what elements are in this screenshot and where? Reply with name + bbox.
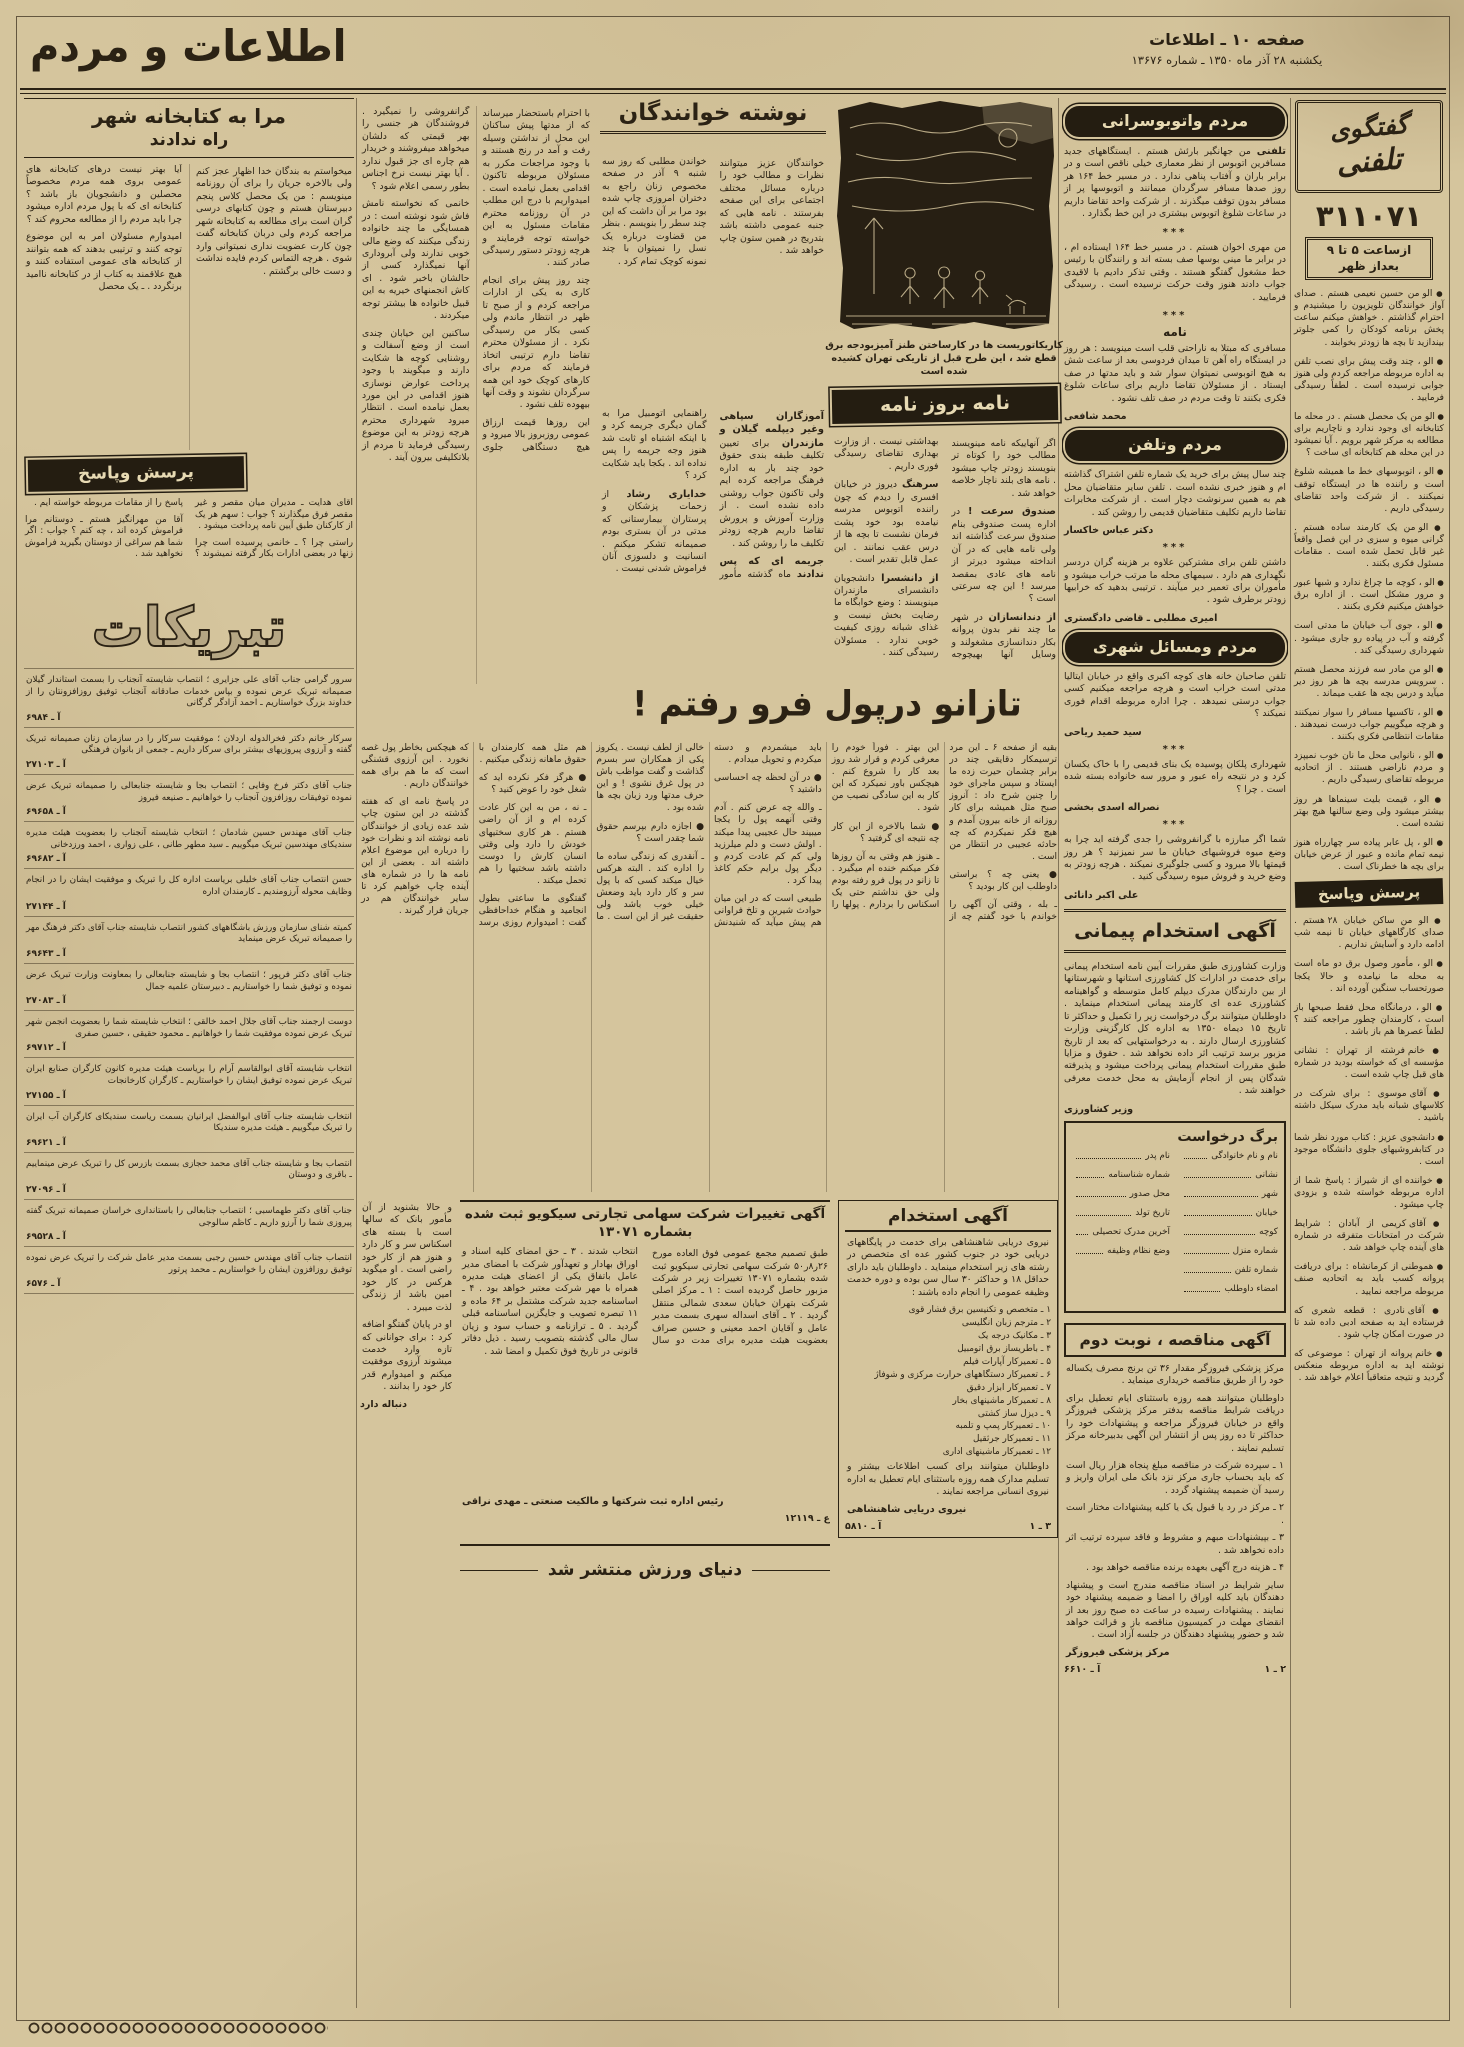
- ad-code: آ ـ ۲۷۰۹۶: [26, 1185, 66, 1196]
- sub-letter-body: برای تعیین تکلیف طبقه بندی حقوق خود چند بار به اداره فرهنگ مراجعه کرده ایم ولی تاکنون جواب روشنی داده نشده است . از وزارت آموزش و پرورش تقاضا داریم هرچه زودتر تکلیف ما را روشن کند .: [719, 437, 824, 549]
- tender-ad-paragraph: مرکز پزشکی فیروزگر مقدار ۳۶ تن برنج مصرف یکساله خود را از طریق مناقصه خریداری مینماید .: [1066, 1362, 1284, 1387]
- navy-ad-title: آگهی استخدام: [845, 1206, 1051, 1232]
- library-headline-line2: راه ندادند: [149, 130, 229, 150]
- story-paragraph: ـ نه ، من به این کار عادت کرده ام و از آن راضی هستم . هر کاری سختیهای خودش را دارد ولی وقتی انسان کارش را دوست داشته باشد سختیها را هم تحمل میکند .: [478, 803, 587, 886]
- phone-talk-answer: ● الو من ساکن خیابان ۲۸ هستم . صدای کارگاههای خیابان تا نیمه شب ادامه دارد و آسایش نداریم .: [1294, 915, 1444, 951]
- ad-code: آ ـ ۶۹۷۱۲: [26, 1043, 66, 1054]
- form-field-label: نام و نام خانوادگی: [1211, 1150, 1278, 1161]
- city-letters-column: [1062, 98, 1288, 2010]
- form-field: [1180, 1265, 1278, 1275]
- company-change-ad: [460, 1200, 830, 1546]
- congratulation-ad: [24, 1247, 354, 1294]
- border-circle-chain: [28, 2022, 328, 2035]
- feature-story: [360, 742, 1058, 1192]
- tender-ad-paragraph: سایر شرایط در اسناد مناقصه مندرج است و پیشنهاد دهندگان باید کلیه اوراق را امضا و ضمیمه پیشنهاد خود نمایند . پیشنهادات رسیده در ساعت ده صبح روز بعد از انقضای مهلت در کمیسیون مناقصه باز و قرائت خواهد شد و حضور پیشنهاد دهندگان در جلسه آزاد است .: [1066, 1579, 1284, 1641]
- form-field-label: وضع نظام وظیفه: [1107, 1245, 1170, 1256]
- form-field-label: آخرین مدرک تحصیلی: [1092, 1226, 1170, 1237]
- phone-talk-answer: ● دانشجوی عزیز : کتاب مورد نظر شما در کتابفروشیهای جلوی دانشگاه موجود است .: [1294, 1132, 1444, 1168]
- company-ad-body: طبق تصمیم مجمع عمومی فوق العاده مورخ ۲۶ر۸ر۵۰ شرکت سهامی تجارتی سیکویو ثبت شده بشماره ۱۳۰۷۱ تغییرات زیر در شرکت مزبور حاصل گردیده است : ۱ ـ مرکز اصلی شرکت بتهران خیابان سعدی شمالی منتقل گردید . ۲ ـ آقای اسداله سهری بسمت مدیر عامل و آقایان احمد معینی و حسین صراف بعضویت هیئت مدیره برای مدت دو سال انتخاب شدند . ۳ ـ حق امضای کلیه اسناد و اوراق بهادار و تعهدآور شرکت با امضای مدیر عامل باتفاق یکی از اعضای هیئت مدیره همراه با مهر شرکت معتبر خواهد بود . ۴ ـ اساسنامه جدید شرکت مشتمل بر ۶۴ ماده و ۱۱ تبصره تصویب و جایگزین اساسنامه قبلی گردید . ۵ ـ ترازنامه و حساب سود و زیان سال مالی گذشته بتصویب رسید . ذیل دفاتر قانونی در تاریخ فوق تکمیل و امضا شد .: [462, 1246, 829, 1357]
- signature: مرکز پزشکی فیروزگر: [1066, 1646, 1170, 1658]
- form-field-line: [1184, 1177, 1251, 1178]
- phone-hours: [1305, 237, 1434, 280]
- form-fields-right: [1180, 1151, 1278, 1303]
- library-letter-headline: [24, 98, 354, 158]
- congratulation-ad: [24, 1106, 354, 1153]
- signature: نصراله اسدی بخشی: [1064, 802, 1160, 814]
- library-headline-line1: مرا به کتابخانه شهر: [92, 104, 286, 128]
- tender-ad-paragraph: ۴ ـ هزینه درج آگهی بعهده برنده مناقصه خواهد بود .: [1085, 1562, 1284, 1574]
- column-rule: [1290, 98, 1291, 2008]
- phone-talk-item: ● الو ، پل عابر پیاده سر چهارراه هنوز نیمه تمام مانده و عبور از عرض خیابان برای بچه ها خطرناک است .: [1294, 837, 1444, 873]
- phone-number: ۳۱۱۰۷۱: [1315, 199, 1423, 233]
- tender-ad-paragraph: ۲ ـ مرکز در رد یا قبول یک یا کلیه پیشنهادات مختار است .: [1066, 1502, 1284, 1526]
- qa-item: راستی چرا ؟ ـ خانمی پرسیده است چرا زنها در بعضی ادارات بکار گرفته نمیشوند ؟ پاسخ را از مقامات مربوطه خواسته ایم .: [34, 498, 353, 560]
- phone-talk-answer: ● خواننده ای از شیراز : پاسخ شما از اداره مربوطه خواسته شده و بزودی چاپ میشود .: [1294, 1175, 1444, 1211]
- signature: علی اکبر دانائی: [1064, 889, 1139, 901]
- letter-lead: از دانشسرا: [881, 572, 939, 584]
- library-letter-body: [24, 164, 354, 450]
- phone-talk-item: ● الو ، چند وقت پیش برای نصب تلفن به اداره مربوطه مراجعه کردم ولی هنوز جوابی نرسیده است . لطفاً رسیدگی فرمایید .: [1294, 356, 1444, 404]
- phone-talk-answer: ● آقای نادری : قطعه شعری که فرستاده اید به صفحه ادبی داده شد تا در صورت امکان چاپ شود .: [1294, 1305, 1444, 1341]
- ad-code-line: [1064, 1664, 1286, 1675]
- form-field: [1180, 1227, 1278, 1237]
- sub-letter-body: از زحمات پزشکان و پرستاران بیمارستانی که مدتی در آن بستری بودم صمیمانه تشکر میکنم . انسانیت و دلسوزی آنان فراموش شدنی نیست .: [602, 488, 707, 575]
- congratulation-ads: [24, 668, 354, 1924]
- ad-code: آ ـ ۶۵۷۶: [26, 1279, 61, 1290]
- reader-letter: ساکنین این خیابان چندی است از وضع آسفالت و روشنایی کوچه ها شکایت دارند و میگویند با وجود پرداخت عوارض نوسازی هنوز اقدامی در این مورد بعمل نیامده است . انتظار میرود شهرداری محترم هرچه زودتر به این موضوع رسیدگی فرماید تا مردم از بلاتکلیفی بیرون آیند .: [362, 327, 470, 464]
- sub-letter-body: ماه گذشته مأمور راهنمایی اتومبیل مرا به گمان دیگری جریمه کرد و با اینکه اشتباه او ثابت شد هنوز وجه جریمه را پس نداده اند . بکجا باید شکایت کرد ؟: [602, 408, 791, 581]
- section-title-city: مردم ومسائل شهری: [1065, 632, 1285, 663]
- ad-code: آ ـ ۵۸۱۰: [845, 1520, 882, 1532]
- phone-talk-item: ● الو من یک محصل هستم . در محله ما کتابخانه ای وجود ندارد و ناچاریم برای مطالعه به مرکز شهر برویم . آیا نمیشود در این محله هم کتابخانه ای ساخت ؟: [1294, 411, 1444, 459]
- ad-sequence: ۲ ـ ۱: [1264, 1663, 1286, 1675]
- letter-body: دانشجویان دانشسرای مازندران مینویسند : وضع خوابگاه ما رضایت بخش نیست و غذای شبانه روزی کیفیت خوبی ندارد . مسئولان رسیدگی کنند .: [834, 572, 939, 659]
- city-p3: شما اگر مبارزه با گرانفروشی را جدی گرفته اید چرا به وضع میوه فروشیهای خیابان ما سر نمیزنید ؟ هر روز قیمتها بالا میرود و کسی جلوگیری نمیکند . هرچه زودتر به وضع خرید و فروش میوه رسیدگی کنید .: [1064, 834, 1286, 883]
- tender-ad-paragraph: داوطلبان میتوانند همه روزه باستثنای ایام تعطیل برای دریافت شرایط مناقصه بدفتر مرکز پزشکی فیروزگر واقع در خیابان فیروزگر مراجعه و پیشنهادات خود را حداکثر تا ده روز پس از انتشار این آگهی بدبیرخانه مرکز تسلیم نمایند .: [1066, 1392, 1284, 1454]
- library-letter-paragraph: میخواستم به بندگان خدا اظهار عجز کنم ولی بالاخره جریان را برای آن روزنامه مینویسم : من یک محصل کلاس پنجم دبیرستان هستم و چون کتابهای درسی گران است برای مطالعه به کتابخانه شهر مراجعه کردم ولی دربان کتابخانه گفت چون کارت عضویت نداری نمیتوانی وارد شوی . هرچه التماس کردم فایده نداشت و دست خالی برگشتم .: [196, 166, 352, 277]
- form-field: [1180, 1284, 1278, 1294]
- readers-intro: [600, 156, 826, 402]
- date-line: یکشنبه ۲۸ آذر ماه ۱۳۵۰ ـ شماره ۱۳۶۷۶: [1131, 53, 1323, 67]
- readers-letters-left: [360, 106, 592, 684]
- phone-talk-title-1: گفتگوی: [1328, 109, 1410, 146]
- signature: محمد شافعی: [1064, 411, 1127, 423]
- ad-code-line: [460, 1513, 830, 1524]
- ad-code: آ ـ ۲۷۱۴۴: [26, 901, 66, 912]
- story-paragraph: طبیعی است که در این میان حوادث شیرین و تلخ فراوانی هم پیش میآید که شنیدنش خالی از لطف نیست . یکروز یکی از همکاران سر بسرم گذاشت و گفت مواظب باش در پول غرق نشوی ! و این حرف مدتها ورد زبان بچه ها شده بود .: [596, 743, 822, 929]
- form-field-label: محل صدور: [1129, 1188, 1170, 1199]
- bus-lead: تلفنی: [1256, 146, 1286, 157]
- separator-stars: ***: [1162, 743, 1188, 755]
- request-form-title: برگ درخواست: [1177, 1128, 1278, 1145]
- form-field-line: [1184, 1291, 1220, 1292]
- section-title-telephone: مردم وتلفن: [1065, 430, 1285, 461]
- editorial-cartoon: [832, 98, 1058, 336]
- story-paragraph: ـ هنوز هم وقتی به آن روزها فکر میکنم خنده ام میگیرد . تا زانو در پول فرو رفته بودم ولی حق نداشتم حتی یک اسکناس را بردارم . پولها را باید میشمردم و دسته میکردم و تحویل میدادم .: [714, 743, 940, 911]
- phone-talk-item: ● الو من مادر سه فرزند محصل هستم . سرویس مدرسه بچه ها هر روز دیر میآید و درس بچه ها عقب میماند .: [1294, 664, 1444, 700]
- company-ad-body-wrap: [460, 1246, 830, 1496]
- sub-letter-lead: آموزگاران سپاهی وغیر دیپلمه گیلان و مازندران: [719, 411, 824, 449]
- form-field-line: [1184, 1196, 1258, 1197]
- form-field: [1072, 1227, 1170, 1237]
- ad-code: آ ـ ۶۹۸۴: [26, 712, 61, 723]
- city-p2: شهرداری پلکان پوسیده یک بنای قدیمی را با خاک یکسان کرد و در نتیجه راه عبور و مرور سه خانواده بسته شده است . چرا ؟: [1064, 758, 1286, 795]
- form-field-line: [1076, 1234, 1088, 1235]
- header-rule: [20, 88, 1446, 90]
- signature: سید حمید ریاحی: [1064, 726, 1142, 738]
- phone-talk-item: ● الو ، اتوبوسهای خط ما همیشه شلوغ است و راننده ها در ایستگاه توقف نمیکنند . از شرکت واحد تقاضای رسیدگی داریم .: [1294, 466, 1444, 514]
- congratulation-ad-text: سرکار خانم دکتر فخرالدوله اردلان ؛ موفقیت سرکار را در سازمان زنان صمیمانه تبریک گفته و آرزوی پیروزیهای بیشتر برای سرکار داریم ـ جمعی از بانوان فرهنگی: [26, 733, 352, 756]
- letter-body: در شهر ما چند نفر بدون پروانه بکار دندانسازی مشغولند و وسایل آنها بهیچوجه بهداشتی نیست . از وزارت بهداری تقاضای رسیدگی فوری داریم .: [834, 436, 1056, 661]
- reader-letter: خانمی که نخواسته نامش فاش شود نوشته است : در همسایگی ما چند خانواده زندگی میکنند که وضع مالی خوبی ندارند ولی آبروداری آنها نمیگذارد کسی از حالشان باخبر شود . ای کاش انجمنهای خیریه به این قبیل خانواده ها بیشتر توجه میکردند .: [362, 198, 470, 322]
- feature-headline: تازانو درپول فرو رفتم !: [632, 683, 1022, 724]
- request-form: [1064, 1121, 1286, 1313]
- story-paragraph: ● شما بالاخره از این کار چه نتیجه ای گرفتید ؟: [831, 821, 940, 844]
- qa-label-right: پرسش وپاسخ: [1295, 878, 1444, 908]
- form-field: [1180, 1246, 1278, 1256]
- form-field: [1180, 1151, 1278, 1161]
- congratulation-ad-text: جناب آقای دکتر فرپور ؛ انتصاب بجا و شایسته جنابعالی را بمعاونت وزارت تبریک عرض نموده و توفیق شما را خواستاریم ـ دبیرستان علمیه جمال: [26, 969, 352, 992]
- story-paragraph: ـ آنقدری که زندگی ساده ما را اداره کند . البته هرکس خیال میکند کسی که با پول سر و کار دارد باید وضعش خیلی خوب باشد ولی حقیقت غیر از این است . ما هم مثل همه کارمندان با حقوق ماهانه زندگی میکنیم .: [478, 743, 705, 923]
- form-field-line: [1184, 1215, 1252, 1216]
- letters-today-intro: اگر آنهاییکه نامه مینویسند مطالب خود را کوتاه تر بنویسند زودتر چاپ میشود . نامه های بلند ناچار خلاصه خواهد شد .: [951, 438, 1056, 499]
- form-field-line: [1076, 1196, 1126, 1197]
- form-field-line: [1076, 1253, 1103, 1254]
- congratulation-ad-text: کمیته شنای سازمان ورزش باشگاههای کشور انتصاب شایسته جناب آقای دکتر فرهنگ مهر را صمیمانه تبریک عرض مینماید: [26, 922, 352, 945]
- bus-paragraph: [1064, 145, 1286, 221]
- navy-ad-list-item: ۵ ـ تعمیرکار آپارات فیلم: [963, 1356, 1051, 1367]
- form-field-label: شماره تلفن: [1234, 1264, 1278, 1275]
- phone-talk-item: ● الو ، قیمت بلیت سینماها هر روز بیشتر میشود ولی وضع سالنها هیچ بهتر نشده است .: [1294, 794, 1444, 830]
- form-field: [1072, 1151, 1170, 1161]
- form-field-label: نشانی: [1255, 1169, 1278, 1180]
- navy-ad-list: [845, 1304, 1051, 1459]
- library-letter-paragraph: آیا بهتر نیست درهای کتابخانه های عمومی بروی همه مردم مخصوصاً محصلین و دانشجویان باز باشد ؟ کتابخانه ای که با پول مردم اداره میشود چرا باید مردم را از مطالعه محروم کند ؟: [26, 164, 182, 225]
- letter-subhead: نامه: [1163, 324, 1187, 339]
- column-rule: [356, 98, 357, 2008]
- letter-lead: سرهنگ: [901, 479, 939, 491]
- ad-code: آ ـ ۲۷۱۰۳: [26, 760, 66, 771]
- form-field-label: تاریخ تولد: [1135, 1207, 1170, 1218]
- form-field-label: امضاء داوطلب: [1224, 1283, 1278, 1294]
- qa-section-title: پرسش وپاسخ: [28, 456, 245, 492]
- sub-letter-lead: جریمه ای که پس ندادند: [719, 555, 824, 581]
- letters-today-item: [834, 478, 939, 566]
- form-field-label: شماره منزل: [1232, 1245, 1278, 1256]
- signature: نیروی دریایی شاهنشاهی: [847, 1503, 967, 1515]
- phone-talk-item: ● الو من یک کارمند ساده هستم . گرانی میوه و سبزی در این فصل واقعاً غیر قابل تحمل شده است . مقامات مسئول فکری بکنند .: [1294, 522, 1444, 570]
- story-paragraph: ● یعنی چه ؟ براستی داوطلب این کار بودید ؟: [949, 869, 1057, 893]
- phone-talk-item: ● الو من حسین نعیمی هستم . صدای آواز خوانندگان تلویزیون را میشنیدم و احترام گذاشتم . خواهش میکنم ساعت پخش برنامه کودکان را کمی جلوتر بیندازید تا بچه ها زودتر بخوابند .: [1294, 288, 1444, 348]
- company-ad-title: [460, 1206, 830, 1241]
- navy-ad-list-item: ۱۲ ـ تعمیرکار ماشینهای اداری: [942, 1447, 1051, 1458]
- tender-ad: [1064, 1323, 1286, 1675]
- signature: رئیس اداره ثبت شرکتها و مالکیت صنعتی ـ مهدی نراقی: [462, 1496, 724, 1508]
- congratulation-ad: [24, 1058, 354, 1105]
- to-be-continued: دنباله دارد: [360, 1398, 407, 1410]
- ad-code: آ ـ ۶۹۶۸۲: [26, 854, 66, 865]
- letter-body: در اداره پست صندوقی بنام صندوق سرعت گذاشته اند ولی نامه هایی که در آن انداخته میشود دیرتر از نامه های عادی بمقصد میرسد ! این چه سرعتی است ؟: [951, 506, 1056, 605]
- navy-ad-outro: داوطلبان میتوانند برای کسب اطلاعات بیشتر و تسلیم مدارک همه روزه باستثنای ایام تعطیل به اداره نیروی انسانی مراجعه نمایند .: [847, 1461, 1049, 1498]
- congratulation-ad-text: جناب آقای مهندس حسین شادمان ؛ انتخاب شایسته آنجناب را بعضویت هیئت مدیره سندیکای مهندسین تبریک میگوییم ـ سید مطهر طانی ، علی زواری ، احمد ورزدخانی: [26, 828, 352, 850]
- readers-intro-paragraph: خوانندگان عزیز میتوانند نظرات و مطالب خود را درباره مسائل مختلف اجتماعی برای این صفحه بفرستند . نامه هایی که جنبه عمومی داشته باشد بتدریج در همین ستون چاپ خواهد شد .: [719, 158, 824, 257]
- tender-ad-paragraph: ۳ ـ بپیشنهادات مبهم و مشروط و فاقد سپرده ترتیب اثر داده نخواهد شد .: [1066, 1532, 1284, 1556]
- congratulation-ad: [24, 869, 354, 916]
- form-field-label: نام پدر: [1145, 1150, 1170, 1161]
- separator-stars: ***: [1162, 226, 1188, 238]
- form-field-line: [1076, 1215, 1131, 1216]
- ad-code: آ ـ ۶۹۵۲۸: [26, 1232, 66, 1243]
- navy-ad-list-item: ۳ ـ مکانیک درجه یک: [977, 1331, 1051, 1342]
- form-field-label: شماره شناسنامه: [1108, 1169, 1170, 1180]
- qa-items: [24, 498, 354, 592]
- letters-today-item: [834, 572, 939, 660]
- header-rule-thin: [20, 93, 1446, 94]
- form-field-label: کوچه: [1259, 1226, 1278, 1237]
- congratulation-ad: [24, 964, 354, 1011]
- ad-code: آ ـ ۶۹۶۴۳: [26, 948, 66, 959]
- story-paragraph: ـ بله ، وقتی آن آگهی را خواندم با خود گفتم چه از این بهتر . فوراً خودم را معرفی کردم و قرار شد روز بعد کار را شروع کنم . هیچکس باور نمیکرد که این کار به این سادگی نصیب من شود .: [831, 743, 1057, 923]
- qa-item: آقا من مهرانگیز هستم ـ دوستانم مرا فراموش کرده اند ، چه کنم ؟ جواب : اگر شما هم سراغی از دوستان بگیرید فراموش نخواهید شد .: [25, 514, 183, 560]
- congratulation-ad-text: انتخاب شایسته جناب آقای ابوالفضل ایرانیان بسمت ریاست سندیکای کارگران آب ایران را تبریک میگوییم ـ هیئت مدیره سندیکا: [26, 1111, 352, 1134]
- separator-stars: ***: [1162, 819, 1188, 831]
- form-field: [1180, 1208, 1278, 1218]
- story-paragraph: بقیه از صفحه ۶ ـ این مرد ترسیمکار دقایقی چند در برابر چشمان حیرت زده ما ایستاد و سپس ماجرای خود را چنین شرح داد : آنروز صبح مثل همیشه برای کار روزانه از خانه بیرون آمدم و هیچ فکر نمیکردم که چه حادثه عجیبی در انتظار من است .: [949, 743, 1057, 862]
- congratulation-ad-text: انتصاب جناب آقای مهندس حسین رجبی بسمت مدیر عامل شرکت را تبریک عرض نموده توفیق روزافزون ایشان را خواستاریم ـ محمد پرتور: [26, 1253, 352, 1275]
- congratulation-ad-text: جناب آقای دکتر طهماسبی ؛ انتصاب جنابعالی را باستانداری خراسان صمیمانه تبریک گفته پیروزی شما را آرزو داریم ـ کاظم سالوجی: [26, 1206, 352, 1228]
- congratulation-ad-text: انتصاب بجا و شایسته جناب آقای محمد حجازی بسمت بازرس کل را تبریک عرض مینماییم ـ باقری و دوستان: [26, 1158, 352, 1181]
- sports-announcement-text: دنیای ورزش منتشر شد: [547, 1560, 743, 1580]
- ad-code: آ ـ ۶۹۶۵۸: [26, 807, 66, 818]
- ad-code: ع ـ ۱۲۱۱۹: [784, 1513, 830, 1525]
- city-p1: تلفن صاحبان خانه های کوچه اکبری واقع در خیابان ایتالیا مدتی است خراب است و هرچه مراجعه میکنیم کسی جواب درستی نمیدهد . چرا اداره مربوطه اقدام فوری نمیکند ؟: [1064, 670, 1286, 720]
- congratulation-ad: [24, 728, 354, 775]
- phone-talk-answer: ● خانم پروانه از تهران : موضوعی که نوشته اید به اداره مربوطه منعکس گردید و نتیجه متعاقباً اعلام خواهد شد .: [1294, 1348, 1444, 1384]
- form-field: [1072, 1170, 1170, 1180]
- form-field: [1180, 1170, 1278, 1180]
- letters-today-title: نامه بروز نامه: [832, 386, 1059, 424]
- form-field-label: خیابان: [1255, 1207, 1278, 1218]
- story-paragraph: ● در آن لحظه چه احساسی داشتید ؟: [714, 773, 822, 796]
- story-paragraph: در پاسخ نامه ای که هفته گذشته در این ستون چاپ شد عده زیادی از خوانندگان نامه نوشته اند و نظرات خود را درباره این موضوع اعلام داشته اند . بعضی از این نامه ها را در شماره های آینده چاپ خواهیم کرد تا سایر خوانندگان هم در جریان قرار گیرند .: [361, 797, 469, 917]
- letter-lead: از دندانسازان: [988, 611, 1056, 623]
- form-field-line: [1076, 1158, 1141, 1159]
- form-field: [1180, 1189, 1278, 1199]
- phone-talk-answer: ● آقای موسوی : برای شرکت در کلاسهای شبانه باید مدرک سیکل داشته باشید .: [1294, 1088, 1444, 1124]
- readers-intro-paragraph: خواندن مطلبی که روز سه شنبه ۹ آذر در صفحه مخصوص زنان راجع به دختران امروزی چاپ شده بود مرا بر آن داشت که این چند سطر را بنویسم . بنظر من قضاوت درباره یک نسل را نمیتوان با چند نمونه کوچک تمام کرد .: [602, 156, 707, 267]
- tender-ad-body: [1064, 1363, 1286, 1642]
- phone-talk-column: [1293, 98, 1445, 2010]
- phone-talk-item: ● الو ، جوی آب خیابان ما مدتی است گرفته و آب در پیاده رو جاری میشود . شهرداری رسیدگی کند .: [1294, 620, 1444, 656]
- ad-code: آ ـ ۶۹۶۲۱: [26, 1137, 66, 1148]
- signature: وزیر کشاورزی: [1064, 1103, 1134, 1115]
- sports-announcement: [460, 1560, 830, 1580]
- signature: دکتر عباس خاکسار: [1064, 525, 1154, 537]
- signature: امیری مطلبی ـ قاضی دادگستری: [1064, 612, 1218, 624]
- navy-ad-list-item: ۹ ـ دیزل ساز کشتی: [977, 1408, 1051, 1419]
- congratulation-ad-text: حسن انتصاب جناب آقای خلیلی بریاست اداره کل را تبریک و موفقیت ایشان را در انجام وظایف محوله آرزومندیم ـ کارمندان اداره: [26, 875, 352, 898]
- navy-employment-ad: [838, 1200, 1058, 1538]
- column-rule: [1058, 98, 1059, 2008]
- cartoon-caption: کاریکاتوریست ها در کارساختن طنز آمیزبودجه برق قطع شد ، این طرح قبل از تاریکی تهران کشیده شده است: [825, 340, 1063, 377]
- congratulation-ad: [24, 669, 354, 728]
- congratulation-ad-text: انتخاب شایسته آقای ابوالقاسم آرام را بریاست هیئت مدیره کانون کارگران صنایع ایران تبریک عرض نموده توفیق ایشان را خواستاریم ـ کارگران کارخانجات: [26, 1064, 352, 1086]
- tel-p1: چند سال پیش برای خرید یک شماره تلفن اشتراک گذاشته ام و هنوز خبری نشده است . تلفن سایر متقاضیان محل هم به همین سرنوشت دچار است . از شرکت مخابرات تقاضا داریم تکلیف متقاضیان قدیمی را روشن کند .: [1064, 469, 1286, 518]
- feature-region: [360, 98, 1063, 2010]
- company-ad-title-line1: آگهی تغییرات شرکت سهامی تجارتی سیکویو ثبت شده: [464, 1206, 826, 1222]
- phone-talk-answer: ● خانم فرشته از تهران : نشانی مؤسسه ای که خواسته بودید در شماره های قبل چاپ شده است .: [1294, 1045, 1444, 1081]
- congratulation-ad: [24, 822, 354, 869]
- reader-letter: این روزها قیمت ارزاق عمومی روزبروز بالا میرود و هیچ دستگاهی جلوی گرانفروشی را نمیگیرد . فروشندگان هر جنسی را بهر قیمتی که دلشان میخواهد میفروشند و خریدار هم چاره ای جز قبول ندارد . آیا بهتر نیست نرخ اجناس بطور رسمی اعلام شود ؟: [362, 106, 590, 453]
- readers-sub-letter: [720, 410, 825, 550]
- form-field: [1072, 1208, 1170, 1218]
- story-cont-paragraph: او در پایان گفتگو اضافه کرد : برای جوانانی که تازه وارد خدمت میشوند آرزوی موفقیت میکنم و امیدوارم قدر کار خود را بدانند .: [362, 1319, 452, 1393]
- letters-today-items: [832, 436, 1058, 684]
- navy-ad-list-item: ۱ ـ متخصص و تکنیسین برق فشار قوی: [908, 1305, 1051, 1316]
- story-cont-paragraph: و حالا بشنوید از آن مأمور بانک که سالها است با بسته های اسکناس سر و کار دارد و هنوز هم از کار خود راضی است . او میگوید هرکس در کار خود امین باشد از زندگی لذت میبرد .: [362, 1202, 452, 1313]
- navy-ad-list-item: ۶ ـ تعمیرکار دستگاههای حرارت مرکزی و شوفاژ: [874, 1369, 1051, 1380]
- phone-talk-item: ● الو ، کوچه ما چراغ ندارد و شبها عبور و مرور مشکل است . از اداره برق خواهش میکنیم فکری بکنند .: [1294, 577, 1444, 613]
- reader-letter: چند روز پیش برای انجام کاری به یکی از ادارات مراجعه کردم و از صبح تا ظهر در انتظار ماندم ولی کسی بکار من رسیدگی نکرد . از مسئولان محترم تقاضا دارم ترتیبی اتخاذ فرمایند که مردم برای کارهای کوچک خود این همه سرگردان نشوند و وقت آنها بیهوده تلف نشود .: [482, 274, 590, 411]
- phone-hours-line1: ازساعت ۵ تا ۹: [1326, 243, 1412, 257]
- letter-body: دیروز در خیابان افسری را دیدم که چون راننده اتوبوس مدرسه نیامده بود خود پشت فرمان نشست تا بچه ها از درس عقب نمانند . این عمل قابل تقدیر است .: [834, 479, 939, 566]
- phone-talk-item: ● الو ، نانوایی محل ما نان خوب نمیپزد و مردم ناراضی هستند . از اتحادیه مربوطه تقاضای رسیدگی داریم .: [1294, 750, 1444, 786]
- tel-p2: داشتن تلفن برای مشترکین علاوه بر هزینه گران دردسر نگهداری هم دارد . سیمهای محله ما مرتب خراب میشود و مأموران برای تعمیر دیر میآیند . ترتیبی بدهید که خرابیها زودتر برطرف شود .: [1064, 557, 1286, 606]
- section-title-bus: مردم واتوبوسرانی: [1065, 106, 1285, 137]
- letters-today-item: [952, 505, 1057, 606]
- bus-p3: مسافری که مبتلا به ناراحتی قلب است مینویسد : هر روز در ایستگاه راه آهن تا میدان فردوسی بعد از ساعت شش به هیچ اتوبوسی نمیتوان سوار شد و باید مدتها در صف ایستاد . از مسئولان تقاضا داریم برای ساعات شلوغ فکری بکنند تا وقت مردم در صف تلف نشود .: [1064, 342, 1286, 404]
- ad-code: آ ـ ۲۷۱۵۵: [26, 1090, 66, 1101]
- navy-ad-list-item: ۱۱ ـ تعمیرکار جرثقیل: [972, 1434, 1051, 1445]
- story-paragraph: گفتگوی ما ساعتی بطول انجامید و هنگام خداحافظی گفت : امیدوارم روزی برسد که هیچکس بخاطر پول غصه نخورد . این آرزوی قشنگی است که ما هم برای همه خوانندگان داریم .: [361, 743, 587, 929]
- phone-talk-items: [1293, 288, 1445, 873]
- company-ad-title-line2: بشماره ۱۳۰۷۱: [597, 1223, 693, 1240]
- congratulation-ad-text: جناب آقای دکتر فرخ وفایی ؛ انتصاب بجا و شایسته جنابعالی را صمیمانه تبریک عرض نموده توفیقات روزافزون آنجناب را خواهانیم ـ صنیعه فیروز: [26, 781, 352, 803]
- navy-ad-intro: نیروی دریایی شاهنشاهی برای خدمت در پایگاههای دریایی خود در جنوب کشور عده ای متخصص در رشته های زیر استخدام مینماید . داوطلبان باید دارای حداقل ۱۸ و حداکثر ۳۰ سال سن بوده و دوره خدمت وظیفه عمومی را انجام داده باشند :: [847, 1237, 1050, 1298]
- ad-sequence: ۳ ـ ۱: [1029, 1520, 1051, 1532]
- page-info: [1012, 30, 1442, 67]
- congratulations-banner: تبریکات: [91, 596, 287, 660]
- cartoon-drawing: [832, 98, 1058, 336]
- phone-talk-answer: ● هموطنی از کرمانشاه : برای دریافت پروانه کسب باید به اتحادیه صنف مربوطه مراجعه نمایید .: [1294, 1261, 1444, 1297]
- navy-ad-list-item: ۸ ـ تعمیرکار ماشینهای بخار: [952, 1395, 1051, 1406]
- navy-ad-list-item: ۱۰ ـ تعمیرکار پمپ و تلمبه: [955, 1421, 1051, 1432]
- congratulation-ad: [24, 1153, 354, 1200]
- ad-code: آ ـ ۲۷۰۸۳: [26, 996, 66, 1007]
- form-field-line: [1076, 1177, 1104, 1178]
- contract-ad-body: وزارت کشاورزی طبق مقررات آیین نامه استخدام پیمانی برای خدمت در ادارات کل کشاورزی استانها و شهرستانها از بین دارندگان مدرک دیپلم کامل متوسطه و گواهینامه کشاورزی عده ای کارمند پیمانی استخدام مینماید . داوطلبان میتوانند برگ درخواست زیر را تکمیل و حداکثر تا تاریخ ۱۵ دیماه ۱۳۵۰ به اداره کل کارگزینی وزارت کشاورزی ارسال دارند . به درخواستهایی که بعد از تاریخ مزبور برسد ترتیب اثر داده نخواهد شد . حقوق و مزایا طبق مقررات استخدام پیمانی پرداخت میشود و پذیرفته شدگان پس از انجام آزمایش به محل خدمت معرفی خواهند شد .: [1064, 960, 1286, 1097]
- reader-letter: با احترام باستحضار میرساند که از مدتها پیش ساکنان این محل از نداشتن وسیله رفت و آمد در رنج هستند و با وجود مراجعات مکرر به مسئولان مربوطه تاکنون اقدامی بعمل نیامده است . امیدواریم با درج این مطلب در آن روزنامه محترم مقامات مسئول به این خواسته توجه فرمایند و هرچه زودتر دستور رسیدگی صادر کنند .: [482, 108, 590, 269]
- phone-talk-answer: ● الو ، مأمور وصول برق دو ماه است به محله ما نیامده و حالا یکجا صورتحساب سنگین آورده اند .: [1294, 958, 1444, 994]
- contract-ad-title: آگهی استخدام پیمانی: [1064, 909, 1286, 953]
- bus-p2: من مهری اخوان هستم . در مسیر خط ۱۶۴ ایستاده ام ، در برابر ما مینی بوسها صف بسته اند و رانندگان با رئیس خط مشغول گفتگو هستند . وقتی تذکر دادیم با لاقیدی جواب دادند هنوز وقت حرکت نرسیده است . رسیدگی فرمایید .: [1064, 241, 1286, 303]
- ad-code: آ ـ ۶۶۱۰: [1064, 1663, 1101, 1675]
- navy-ad-list-item: ۴ ـ باطریساز برق اتومبیل: [957, 1343, 1051, 1354]
- form-fields-left: [1072, 1151, 1170, 1303]
- tender-ad-paragraph: ۱ ـ سپرده شرکت در مناقصه مبلغ پنجاه هزار ریال است که باید بحساب جاری مرکز نزد بانک ملی ایران واریز و رسید آن ضمیمه پیشنهاد گردد .: [1066, 1460, 1284, 1496]
- newspaper-masthead: اطلاعات و مردم: [30, 22, 347, 72]
- phone-talk-answer: ● آقای کریمی از آبادان : شرایط شرکت در امتحانات متفرقه در شماره های آینده چاپ خواهد شد .: [1294, 1218, 1444, 1254]
- congratulation-ad-text: سرور گرامی جناب آقای علی جزایری ؛ انتصاب شایسته آنجناب را بسمت استاندار گیلان صمیمانه تبریک عرض نموده و بپاس خدمات صادقانه آنجناب توفیق روزافزونتان را از خداوند بزرگ خواستاریم ـ احمد آزادگر گرگانی: [26, 675, 352, 709]
- library-letter-paragraph: امیدوارم مسئولان امر به این موضوع توجه کنند و ترتیبی بدهند که همه بتوانند از کتابخانه های عمومی استفاده کنند و هیچ علاقمند به کتاب از در کتابخانه ناامید برنگردد . ـ یک محصل: [26, 231, 182, 293]
- phone-talk-item: ● الو ، تاکسیها مسافر را سوار نمیکنند و هرچه میگوییم جواب درست نمیدهند . مقامات انتظامی فکری بکنند .: [1294, 707, 1444, 743]
- phone-hours-line2: بعداز ظهر: [1338, 258, 1400, 273]
- letter-lead: صندوق سرعت !: [968, 506, 1056, 518]
- form-field: [1072, 1189, 1170, 1199]
- form-field-label: شهر: [1261, 1188, 1278, 1199]
- story-continuation-paragraphs: [360, 1202, 454, 1394]
- separator-stars: ***: [1162, 542, 1188, 554]
- form-field: [1072, 1246, 1170, 1256]
- story-paragraph: ● اجازه دارم بپرسم حقوق شما چقدر است ؟: [596, 821, 705, 844]
- form-field-line: [1184, 1253, 1229, 1254]
- bus-p1: من جهانگیر بارئش هستم . ایستگاههای جدید مسافرین اتوبوس از نظر معماری خیلی ناقص است و در برابر باران و آفتاب پناهی ندارد . در مسیر خط ۱۶۴ هر روز صدها مسافر سرگردان میمانند و اتوبوسها پر از مسافر بدون توقف میگذرند . از شرکت واحد تقاضا داریم در ساعات شلوغ اتوبوس بیشتری در این خط بگذارد .: [1064, 146, 1286, 220]
- navy-ad-list-item: ۲ ـ مترجم زبان انگلیسی: [961, 1318, 1051, 1329]
- congratulation-ad: [24, 1011, 354, 1058]
- congratulation-ad-text: دوست ارجمند جناب آقای جلال احمد خالقی ؛ انتخاب شایسته شما را بعضویت انجمن شهر تبریک عرض نموده موفقیت شما را خواهانیم ـ محمود حقیقی ، حسین صفری: [26, 1017, 352, 1039]
- readers-sub-letter: [602, 488, 707, 576]
- story-paragraph: ـ والله چه عرض کنم . آدم وقتی آنهمه پول را یکجا میبیند حال عجیبی پیدا میکند . اولش دست و دلم میلرزید ولی کم کم عادت کردم و دیگر پول برایم حکم کاغذ پیدا کرد .: [714, 803, 822, 886]
- form-field-line: [1184, 1158, 1207, 1159]
- form-field-line: [1184, 1234, 1255, 1235]
- sub-letter-lead: خدایاری رشاد: [626, 488, 707, 500]
- phone-talk-answers: [1293, 915, 1445, 1384]
- separator-stars: ***: [1162, 309, 1188, 321]
- congratulation-ad: [24, 1200, 354, 1247]
- congratulation-ad: [24, 775, 354, 822]
- readers-sub-letters: [600, 408, 826, 684]
- phone-talk-title-2: تلفنی: [1335, 141, 1403, 181]
- navy-ad-list-item: ۷ ـ تعمیرکار ابزار دقیق: [966, 1382, 1051, 1393]
- phone-talk-box: [1295, 100, 1443, 193]
- ad-code-line: [845, 1521, 1051, 1532]
- tender-ad-title: آگهی مناقصه ، نوبت دوم: [1064, 1323, 1286, 1357]
- page-number: صفحه ۱۰ ـ اطلاعات: [1149, 30, 1305, 49]
- form-field-line: [1184, 1272, 1231, 1273]
- phone-talk-answer: ● الو ، درمانگاه محل فقط صبحها باز است ، کارمندان چطور مراجعه کنند ؟ لطفاً عصرها هم باز باشد .: [1294, 1002, 1444, 1038]
- qa-item: آقای هدایت ـ مدیران میان مقصر و غیر مقصر فرق میگذارند ؟ جواب : سهم هر یک از کارکنان طبق آیین نامه پرداخت میشود .: [195, 498, 353, 532]
- classifieds-column: [24, 98, 354, 2010]
- readers-section-title: نوشته خوانندگان: [600, 100, 826, 134]
- story-continuation: [360, 1200, 454, 1538]
- congratulation-ad: [24, 917, 354, 964]
- story-paragraph: ● هرگز فکر نکرده اید که شغل خود را عوض کنید ؟: [478, 773, 587, 796]
